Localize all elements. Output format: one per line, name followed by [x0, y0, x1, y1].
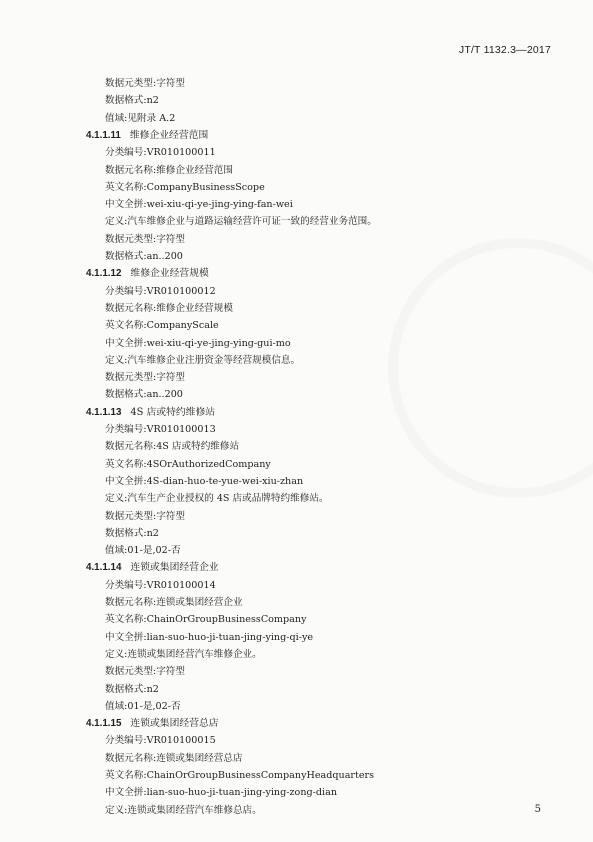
- section-title: 连锁或集团经营企业: [130, 562, 219, 574]
- field-line: 数据元名称:维修企业经营范围: [105, 164, 233, 176]
- section-number: 4.1.1.12: [86, 268, 122, 280]
- section-heading: [86, 562, 219, 574]
- section-number: 4.1.1.13: [86, 406, 122, 418]
- field-line: 数据格式:n2: [105, 683, 159, 695]
- field-line: 数据元类型:字符型: [105, 78, 185, 89]
- field-line: 定义:汽车维修企业与道路运输经营许可证一致的经营业务范围。: [105, 216, 377, 228]
- section-title: 维修企业经营规模: [130, 268, 209, 280]
- field-line: 中文全拼:wei-xiu-qi-ye-jing-ying-fan-wei: [105, 199, 293, 211]
- field-line: 定义:连锁或集团经营汽车维修企业。: [105, 648, 262, 660]
- section-number: 4.1.1.15: [86, 718, 122, 730]
- field-line: 数据格式:an..200: [105, 251, 183, 262]
- section-title: 维修企业经营范围: [129, 129, 209, 141]
- field-line: 中文全拼:wei-xiu-qi-ye-jing-ying-gui-mo: [105, 337, 291, 349]
- field-line: 数据元类型:字符型: [105, 510, 185, 522]
- field-line: 英文名称:4SOrAuthorizedCompany: [105, 458, 271, 470]
- field-line: 数据元名称:连锁或集团经营总店: [105, 752, 243, 764]
- watermark-seal: [388, 238, 593, 498]
- field-line: 数据元类型:字符型: [105, 233, 185, 245]
- section-number: 4.1.1.11: [86, 129, 121, 141]
- field-line: 分类编号:VR010100012: [105, 285, 216, 297]
- section-heading: [86, 718, 219, 730]
- field-line: 分类编号:VR010100013: [105, 424, 216, 435]
- field-line: 英文名称:CompanyBusinessScope: [105, 181, 265, 193]
- field-line: 英文名称:ChainOrGroupBusinessCompanyHeadquarters: [105, 770, 375, 781]
- section-heading: [86, 268, 209, 280]
- field-line: 英文名称:CompanyScale: [105, 320, 219, 332]
- section-title: 连锁或集团经营总店: [130, 718, 219, 730]
- section-heading: [86, 130, 208, 142]
- field-line: 英文名称:ChainOrGroupBusinessCompany: [105, 614, 307, 626]
- field-line: 分类编号:VR010100015: [105, 735, 216, 747]
- page-number: 5: [534, 804, 541, 815]
- field-line: 定义:汽车生产企业授权的 4S 店或品牌特约维修站。: [105, 493, 329, 505]
- field-line: 数据格式:n2: [105, 527, 159, 539]
- field-line: 数据元名称:维修企业经营规模: [105, 302, 233, 314]
- field-line: 数据格式:an..200: [105, 389, 183, 401]
- field-line: 中文全拼:lian-suo-huo-ji-tuan-jing-ying-zong-dian: [105, 787, 337, 799]
- field-line: 值域:见附录 A.2: [105, 112, 176, 124]
- field-line: 定义:连锁或集团经营汽车维修总店。: [105, 804, 262, 816]
- field-line: 值域:01-是,02-否: [105, 545, 181, 557]
- field-line: 数据格式:n2: [105, 95, 159, 107]
- field-line: 数据元类型:字符型: [105, 666, 185, 678]
- standard-number: JT/T 1132.3—2017: [458, 44, 551, 56]
- field-line: 中文全拼:4S-dian-huo-te-yue-wei-xiu-zhan: [105, 475, 304, 487]
- field-line: 值域:01-是,02-否: [105, 700, 181, 712]
- field-line: 数据元类型:字符型: [105, 372, 185, 384]
- section-number: 4.1.1.14: [86, 562, 122, 574]
- field-line: 分类编号:VR010100014: [105, 579, 216, 591]
- field-line: 分类编号:VR010100011: [105, 147, 216, 159]
- field-line: 数据元名称:4S 店或特约维修站: [105, 441, 240, 453]
- field-line: 数据元名称:连锁或集团经营企业: [105, 597, 243, 608]
- field-line: 定义:汽车维修企业注册资金等经营规模信息。: [105, 354, 301, 366]
- section-title: 4S 店或特约维修站: [130, 406, 216, 418]
- section-heading: [86, 407, 215, 419]
- field-line: 中文全拼:lian-suo-huo-ji-tuan-jing-ying-qi-ye: [105, 631, 314, 643]
